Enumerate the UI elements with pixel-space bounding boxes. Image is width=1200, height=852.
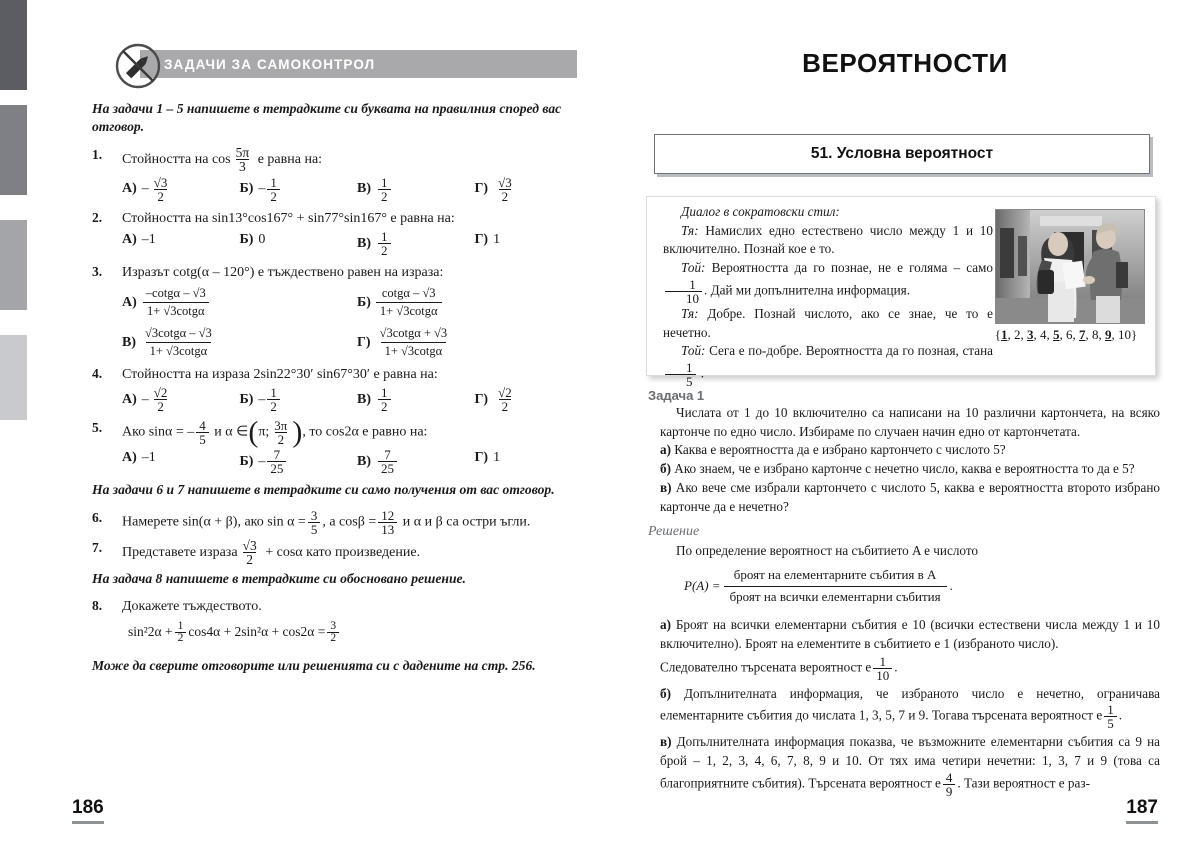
dialog-line-3 xyxy=(663,305,993,342)
option-v[interactable]: В) $\frac{1}{2}$ xyxy=(357,386,475,413)
option-v-fraction: $\frac{1}{2}$ xyxy=(378,386,391,413)
right-page xyxy=(610,0,1200,852)
margin-tab-1 xyxy=(0,0,27,90)
problem-6-number: 6. xyxy=(92,509,103,525)
option-g[interactable]: Г) $\frac{√2}{2}$ xyxy=(475,386,593,413)
option-b-fraction: $\frac{\cot g\alpha - √3}{1+ √3\cot g\alpha}$ xyxy=(376,285,442,321)
dialog-speaker: Той: xyxy=(681,260,706,276)
option-v[interactable]: В) $\frac{7}{25}$ xyxy=(357,448,475,475)
section-title-box xyxy=(654,134,1150,174)
option-g[interactable]: Г) 1 xyxy=(474,450,501,466)
problem-3-stem: Изразът cotg(α – 120°) е тъждествено равен на израза: xyxy=(122,265,444,281)
margin-tab-4 xyxy=(0,335,27,420)
dialog-text: Намислих едно естествено число между 1 и 10 включително. Познай кое е то. xyxy=(663,222,993,257)
margin-tab-3 xyxy=(0,220,27,310)
problem-1-stem-post: е равна на: xyxy=(254,151,323,167)
section-title: 51. Условна вероятност xyxy=(810,145,994,162)
problem-3 xyxy=(92,263,592,361)
solution-definition: По определение вероятност на събитието A е числото xyxy=(676,543,979,558)
option-b-fraction: $\frac{1}{2}$ xyxy=(267,386,280,413)
problem-1-stem-pre: Стойността на cos xyxy=(122,151,231,167)
option-v[interactable]: В) $\frac{1}{2}$ xyxy=(357,230,475,257)
problem-3-options-row1 xyxy=(122,285,592,321)
option-v[interactable]: В) $\frac{1}{2}$ xyxy=(357,176,475,203)
dialog-line-2: Той: Вероятността да го познае, не е голяма – само $\frac{1}{10}$ . Дай ми допълнителна информация. xyxy=(663,259,993,305)
open-paren: ( xyxy=(248,415,259,449)
problem-3-number: 3. xyxy=(92,264,103,280)
probability-formula xyxy=(684,566,1160,607)
option-g-fraction: $\frac{√3}{2}$ xyxy=(498,174,512,204)
problem-5 xyxy=(92,415,592,477)
task-body xyxy=(660,404,1160,516)
problem-4 xyxy=(92,365,592,414)
page-number-right xyxy=(1126,797,1158,824)
dialog-lead: Диалог в сократовски стил: xyxy=(681,204,840,219)
option-b[interactable]: Б) – $\frac{1}{2}$ xyxy=(240,176,358,203)
option-v-fraction: $\frac{√3\cot g\alpha - √3}{1+ √3\cot g\alpha}$ xyxy=(141,325,216,361)
self-control-bar xyxy=(140,50,577,78)
problem-2-stem: Стойността на sin13°cos167° + sin77°sin167° е равна на: xyxy=(122,210,455,226)
option-a-fraction: $\frac{-\cot g\alpha - √3}{1+ √3\cot g\alpha}$ xyxy=(142,285,210,321)
option-a-fraction: $\frac{√3}{2}$ xyxy=(153,174,168,204)
formula-lhs: P(A) = xyxy=(684,578,721,594)
option-a[interactable]: А) – $\frac{√2}{2}$ xyxy=(122,386,240,413)
option-g[interactable]: Г) 1 xyxy=(474,232,501,248)
option-a[interactable]: А) –1 xyxy=(122,232,156,248)
problem-1-number: 1. xyxy=(92,146,103,162)
dialog-fraction-1-5: $\frac{1}{5}$ xyxy=(665,361,696,388)
task-part-b: б) Ако знаем, че е избрано картонче с нечетно число, каква е вероятността то да е 5? xyxy=(660,461,1135,477)
solution-heading: Решение xyxy=(648,524,700,539)
dialog-fraction-1-10: $\frac{1}{10}$ xyxy=(665,278,702,305)
dialog-line-4: Той: Сега е по-добре. Вероятността да го позная, стана $\frac{1}{5}$ . xyxy=(663,342,993,388)
option-b-fraction: $\frac{7}{25}$ xyxy=(267,448,286,475)
problem-8-number: 8. xyxy=(92,598,103,614)
dialog-text: Вероятността да го познае, не е голяма – само xyxy=(711,260,993,276)
dialog-speaker: Той: xyxy=(681,343,706,359)
problem-6-frac-1: $\frac{3}{5}$ xyxy=(308,509,321,536)
option-v-fraction: $\frac{1}{2}$ xyxy=(378,230,391,257)
problem-1-options xyxy=(122,176,592,203)
self-control-label: ЗАДАЧИ ЗА САМОКОНТРОЛ xyxy=(164,56,376,72)
left-page-body xyxy=(92,100,592,684)
option-v-fraction: $\frac{7}{25}$ xyxy=(378,448,397,475)
problem-8-stem: Докажете тъждеството. xyxy=(122,599,262,615)
margin-tab-2 xyxy=(0,105,27,195)
page-number-left xyxy=(72,797,104,824)
self-control-header xyxy=(114,50,577,82)
solution-part-v: в) Допълнителната информация показва, че възможните елементарни събития са 9 на брой – 1, 2, 3, 4, 6, 7, 8, 9 и 10. От тях има четири нечетни: 1, 3, 7 и 9 (това са благоприятните събития). Търсената вероятност е $\frac{4}{9}$ . Тази вероятност е раз- xyxy=(660,734,1160,799)
number-set-line xyxy=(981,327,1151,343)
page-number-rule xyxy=(1126,821,1158,824)
instruction-1-5: На задачи 1 – 5 напишете в тетрадките си буквата на правилния според вас отговор. xyxy=(92,101,562,135)
margin-tab-strip xyxy=(0,0,30,420)
problem-6-frac-2: $\frac{12}{13}$ xyxy=(378,509,397,536)
dialog-box xyxy=(646,196,1156,390)
option-a-fraction: $\frac{√2}{2}$ xyxy=(153,385,168,415)
task-heading: Задача 1 xyxy=(648,388,705,403)
problem-8 xyxy=(92,597,592,645)
option-a[interactable]: А) – $\frac{√3}{2}$ xyxy=(122,176,240,203)
option-b[interactable]: Б) – $\frac{7}{25}$ xyxy=(240,448,358,475)
dialog-speaker: Тя: xyxy=(681,222,699,238)
dialog-line-1 xyxy=(663,222,993,259)
solution-body xyxy=(660,541,1160,800)
option-a[interactable]: А) –1 xyxy=(122,450,156,466)
instruction-8: На задача 8 напишете в тетрадките си обосновано решение. xyxy=(92,570,466,586)
option-a[interactable]: А) $\frac{-\cot g\alpha - √3}{1+ √3\cot g\alpha}$ xyxy=(122,285,357,321)
problem-6 xyxy=(92,509,592,536)
formula-fraction xyxy=(724,566,947,607)
problem-3-options-row2 xyxy=(122,325,592,361)
problem-1 xyxy=(92,146,592,203)
pencil-crossed-icon xyxy=(114,42,162,90)
solution-part-b: б) Допълнителната информация, че избраното число е нечетно, ограничава елементарните събития до числата 1, 3, 5, 7 и 9. Тогава търсената вероятност е $\frac{1}{5}$ . xyxy=(660,686,1160,732)
number-set-values: {1, 2, 3, 4, 5, 6, 7, 8, 9, 10} xyxy=(994,327,1138,342)
option-g[interactable]: Г) $\frac{√3}{2}$ xyxy=(475,176,593,203)
dialog-text: Сега е по-добре. Вероятността да го позная, стана xyxy=(709,343,993,359)
task-part-v: в) Ако вече сме избрали картончето с числото 5, каква е вероятността второто избрано картонче да е нечетно? xyxy=(660,479,1160,514)
problem-5-options xyxy=(122,448,592,475)
two-students-talking-photo xyxy=(995,209,1145,324)
left-page xyxy=(30,0,610,852)
problem-7-fraction: $\frac{√3}{2}$ xyxy=(242,537,257,568)
option-v-fraction: $\frac{1}{2}$ xyxy=(378,176,391,203)
formula-period: . xyxy=(949,578,953,594)
task-intro: Числата от 1 до 10 включително са написани на 10 различни картончета, на всяко картонче по едно число. Избираме по случаен начин едно от картончетата. xyxy=(660,405,1160,439)
problem-6-stem: Намерете sin(α + β), ако sin α = $\frac{3}{5}$ , а cosβ = $\frac{12}{13}$ и α и β са остри ъгли. xyxy=(122,507,531,537)
problem-4-stem: Стойността на израза 2sin22°30′ sin67°30′ е равна на: xyxy=(122,366,438,382)
result-fraction-1-5: $\frac{1}{5}$ xyxy=(1104,703,1117,730)
option-v[interactable]: В) $\frac{√3\cot g\alpha - √3}{1+ √3\cot g\alpha}$ xyxy=(122,325,357,361)
option-b[interactable]: Б) 0 xyxy=(239,232,266,248)
result-fraction-1-10: $\frac{1}{10}$ xyxy=(873,655,892,682)
result-fraction-4-9: $\frac{4}{9}$ xyxy=(943,771,956,798)
problem-2-options xyxy=(122,230,592,257)
problem-4-number: 4. xyxy=(92,365,103,381)
dialog-speaker: Тя: xyxy=(681,305,699,321)
option-b-fraction: $\frac{1}{2}$ xyxy=(267,176,280,203)
problem-7 xyxy=(92,539,592,567)
problem-8-identity: sin²2α + $\frac{1}{2}$ cos4α + 2sin²α + cos2α = $\frac{3}{2}$ xyxy=(128,621,592,645)
option-b[interactable]: Б) $\frac{\cot g\alpha - √3}{1+ √3\cot g\alpha}$ xyxy=(357,285,592,321)
problem-2-number: 2. xyxy=(92,209,103,225)
problem-5-frac-2: $\frac{3\pi}{2}$ xyxy=(274,418,288,448)
instruction-6-7: На задачи 6 и 7 напишете в тетрадките си само получения от вас отговор. xyxy=(92,482,555,498)
identity-fraction-2: $\frac{3}{2}$ xyxy=(327,621,339,645)
problem-7-number: 7. xyxy=(92,539,103,555)
page-number-left-value: 186 xyxy=(72,797,104,818)
problem-5-stem: Ако sinα = – $\frac{4}{5}$ и α ∈(π; $\frac{3\pi}{2}$ ), то cos2α е равно на: xyxy=(122,415,428,449)
problem-4-options xyxy=(122,386,592,413)
problem-1-stem xyxy=(122,146,592,174)
dialog-text: Добре. Познай числото, ако се знае, че то е нечетно. xyxy=(663,305,993,340)
option-g-fraction: $\frac{√3\cot g\alpha + √3}{1+ √3\cot g\alpha}$ xyxy=(376,325,452,361)
page-number-rule xyxy=(72,821,104,824)
problem-1-fraction: $\frac{5\pi}{3}$ xyxy=(235,144,250,175)
option-b[interactable]: Б) – $\frac{1}{2}$ xyxy=(240,386,358,413)
formula-numerator: броят на елементарните събития в A xyxy=(733,567,937,583)
solution-part-a: а) Броят на всички елементарни събития е 10 (всички естествени числа между 1 и 10 включително). Броят на елементите в събитието е 1 (избраното число). xyxy=(660,616,1160,651)
footer-note: Може да сверите отговорите или решенията си с дадените на стр. 256. xyxy=(92,657,536,673)
task-part-a: а) Каква е вероятността да е избрано картончето с числото 5? xyxy=(660,442,1006,458)
problem-5-number: 5. xyxy=(92,420,103,436)
problem-5-frac-1: $\frac{4}{5}$ xyxy=(196,419,209,446)
option-g-fraction: $\frac{√2}{2}$ xyxy=(498,385,512,415)
chapter-title: ВЕРОЯТНОСТИ xyxy=(802,48,1008,78)
formula-denominator: броят на всички елементарни събития xyxy=(724,586,947,607)
option-g[interactable]: Г) $\frac{√3\cot g\alpha + √3}{1+ √3\cot g\alpha}$ xyxy=(357,325,592,361)
identity-fraction-1: $\frac{1}{2}$ xyxy=(175,621,187,645)
problem-7-stem: Представете израза $\frac{√3}{2}$ + cosα като произведение. xyxy=(122,537,421,568)
problem-2 xyxy=(92,209,592,258)
solution-part-a-result: Следователно търсената вероятност е $\frac{1}{10}$ . xyxy=(660,654,898,684)
page-number-right-value: 187 xyxy=(1126,797,1158,818)
close-paren: ) xyxy=(292,415,303,449)
